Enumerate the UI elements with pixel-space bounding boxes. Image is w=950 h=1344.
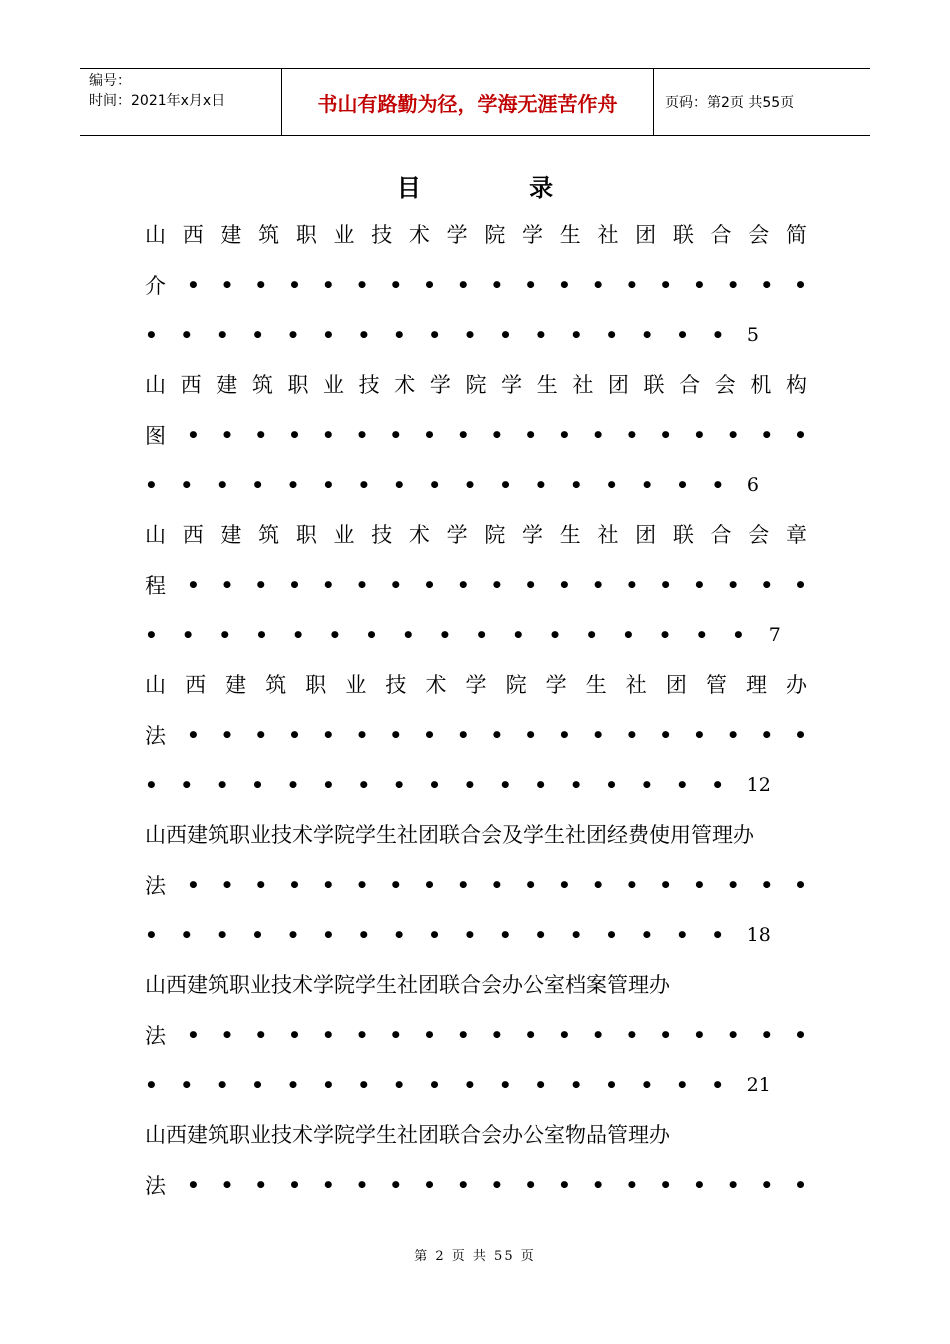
leader-dot: •: [428, 323, 442, 347]
toc-entry-page-number: 21: [746, 1074, 771, 1096]
toc-title: 目 录: [396, 174, 604, 202]
leader-dot: •: [180, 923, 194, 947]
leader-dot: •: [695, 623, 709, 647]
leader-dot: •: [186, 873, 200, 897]
header-page-info: 页码：第2页 共55页: [665, 95, 795, 111]
toc-entry-title: 山西建筑职业技术学院学生社团联合会办公室档案管理办: [145, 973, 670, 997]
leader-dot: •: [215, 323, 229, 347]
leader-dot: •: [534, 323, 548, 347]
toc-entry-title: 山西建筑职业技术学院学生社团联合会及学生社团经费使用管理办: [145, 823, 754, 847]
leader-dot: •: [640, 773, 654, 797]
leader-dot: •: [288, 873, 301, 897]
leader-dot: •: [794, 573, 807, 597]
leader-dot: •: [392, 323, 406, 347]
leader-dot: •: [215, 473, 229, 497]
leader-dot: •: [605, 773, 618, 797]
leader-dot: •: [186, 723, 200, 747]
toc-entry[interactable]: [145, 960, 807, 1110]
leader-dot: •: [760, 723, 774, 747]
toc-entry-title: 山 西 建 筑 职 业 技 术 学 院 学 生 社 团 联 合 会 简: [145, 223, 807, 247]
leader-dot: •: [145, 473, 158, 497]
leader-dot: •: [534, 773, 548, 797]
leader-dot: •: [732, 623, 745, 647]
toc-entry[interactable]: [145, 510, 807, 660]
leader-dot: •: [463, 323, 477, 347]
leader-dot: •: [625, 1023, 639, 1047]
leader-dot: •: [569, 773, 583, 797]
toc-entry-page-row: [145, 310, 759, 360]
toc-entry-title: 山西建筑职业技术学院学生社团联合会办公室物品管理办: [145, 1123, 670, 1147]
leader-dot: •: [711, 473, 725, 497]
leader-dot: •: [558, 1173, 571, 1197]
leader-dot: •: [726, 873, 740, 897]
leader-dot: •: [760, 273, 774, 297]
toc-entry[interactable]: [145, 810, 807, 960]
leader-dot: •: [286, 323, 300, 347]
leader-dot: •: [186, 273, 200, 297]
leader-dot: •: [145, 623, 158, 647]
leader-dot: •: [659, 1023, 673, 1047]
leader-dot: •: [288, 1173, 301, 1197]
leader-dot: •: [625, 723, 639, 747]
toc-entry-page-row: [145, 760, 771, 810]
leader-dot: •: [659, 873, 673, 897]
number-label: 编号：: [89, 73, 131, 89]
leader-dot: •: [548, 623, 562, 647]
header-motto: 书山有路勤为径，学海无涯苦作舟: [282, 69, 654, 135]
leader-dot: •: [321, 273, 335, 297]
leader-dot: •: [463, 923, 477, 947]
leader-dot: •: [794, 1173, 807, 1197]
leader-dot: •: [794, 723, 807, 747]
leader-dot: •: [423, 1023, 436, 1047]
leader-dot: •: [524, 873, 538, 897]
leader-dot: •: [180, 473, 194, 497]
leader-dot: •: [355, 423, 369, 447]
leader-dot: •: [286, 1073, 300, 1097]
toc-entry-leader: [145, 410, 807, 460]
toc-entry-page-row: [145, 610, 781, 660]
leader-dot: •: [490, 1173, 504, 1197]
leader-dot: •: [499, 323, 512, 347]
leader-dot: •: [321, 573, 335, 597]
leader-dot: •: [456, 273, 470, 297]
leader-dot: •: [254, 273, 268, 297]
leader-dot: •: [490, 273, 504, 297]
toc-entry-title-tail: 介: [145, 274, 166, 298]
leader-dot: •: [490, 723, 504, 747]
leader-dot: •: [524, 573, 538, 597]
toc-entry-page-number: 12: [746, 774, 771, 796]
leader-dot: •: [321, 1023, 335, 1047]
leader-dot: •: [423, 573, 436, 597]
toc-entry-title-tail: 法: [145, 874, 166, 898]
leader-dot: •: [490, 573, 504, 597]
toc-entry-title-tail: 程: [145, 574, 166, 598]
leader-dot: •: [186, 573, 200, 597]
leader-dot: •: [456, 1023, 470, 1047]
leader-dot: •: [558, 1023, 571, 1047]
leader-dot: •: [220, 873, 234, 897]
toc-entry-title-tail: 法: [145, 724, 166, 748]
leader-dot: •: [423, 1173, 436, 1197]
leader-dot: •: [357, 773, 371, 797]
toc-entry-page-row: [145, 460, 759, 510]
leader-dot: •: [186, 1173, 200, 1197]
leader-dot: •: [186, 423, 200, 447]
toc-entry-title: 山 西 建 筑 职 业 技 术 学 院 学 生 社 团 联 合 会 机 构: [145, 373, 807, 397]
leader-dot: •: [365, 623, 378, 647]
leader-dot: •: [794, 873, 807, 897]
leader-dot: •: [456, 873, 470, 897]
leader-dot: •: [760, 873, 774, 897]
leader-dot: •: [423, 873, 436, 897]
leader-dot: •: [692, 573, 706, 597]
leader-dot: •: [659, 723, 673, 747]
leader-dot: •: [463, 773, 477, 797]
leader-dot: •: [490, 873, 504, 897]
leader-dot: •: [585, 623, 599, 647]
leader-dot: •: [558, 873, 571, 897]
leader-dot: •: [456, 423, 470, 447]
leader-dot: •: [251, 923, 264, 947]
leader-dot: •: [456, 573, 470, 597]
leader-dot: •: [591, 723, 605, 747]
leader-dot: •: [251, 1073, 264, 1097]
leader-dot: •: [659, 423, 673, 447]
leader-dot: •: [659, 273, 673, 297]
leader-dot: •: [711, 773, 725, 797]
toc-entry[interactable]: [145, 360, 807, 510]
leader-dot: •: [288, 573, 301, 597]
leader-dot: •: [220, 573, 234, 597]
leader-dot: •: [428, 473, 442, 497]
toc-entry-page-number: 7: [768, 624, 781, 646]
leader-dot: •: [640, 323, 654, 347]
leader-dot: •: [291, 623, 305, 647]
leader-dot: •: [569, 323, 583, 347]
leader-dot: •: [463, 1073, 477, 1097]
leader-dot: •: [428, 773, 441, 797]
leader-dot: •: [591, 1023, 605, 1047]
leader-dot: •: [254, 1023, 268, 1047]
leader-dot: •: [524, 1173, 538, 1197]
leader-dot: •: [389, 1173, 403, 1197]
leader-dot: •: [524, 273, 538, 297]
leader-dot: •: [357, 473, 371, 497]
leader-dot: •: [180, 773, 194, 797]
leader-dot: •: [145, 1073, 158, 1097]
leader-dot: •: [591, 573, 605, 597]
leader-dot: •: [569, 923, 583, 947]
leader-dot: •: [321, 873, 335, 897]
leader-dot: •: [625, 573, 639, 597]
toc-entry-leader: [145, 710, 807, 760]
leader-dot: •: [675, 923, 689, 947]
toc-entry-leader: [145, 260, 807, 310]
leader-dot: •: [456, 723, 470, 747]
leader-dot: •: [605, 923, 618, 947]
leader-dot: •: [428, 1073, 441, 1097]
toc-entry-leader: [145, 860, 807, 910]
leader-dot: •: [286, 923, 300, 947]
leader-dot: •: [498, 923, 512, 947]
leader-dot: •: [760, 1023, 774, 1047]
leader-dot: •: [389, 573, 403, 597]
leader-dot: •: [355, 273, 369, 297]
leader-dot: •: [659, 1173, 673, 1197]
leader-dot: •: [254, 423, 268, 447]
leader-dot: •: [401, 623, 415, 647]
leader-dot: •: [355, 1023, 369, 1047]
leader-dot: •: [321, 723, 335, 747]
leader-dot: •: [640, 1073, 654, 1097]
leader-dot: •: [215, 773, 229, 797]
leader-dot: •: [760, 423, 774, 447]
leader-dot: •: [181, 623, 195, 647]
leader-dot: •: [711, 323, 725, 347]
leader-dot: •: [605, 323, 619, 347]
leader-dot: •: [254, 573, 268, 597]
header-meta: [80, 69, 282, 135]
leader-dot: •: [534, 473, 548, 497]
leader-dot: •: [640, 923, 654, 947]
leader-dot: •: [186, 1023, 200, 1047]
leader-dot: •: [357, 323, 371, 347]
leader-dot: •: [794, 273, 807, 297]
leader-dot: •: [145, 923, 158, 947]
leader-dot: •: [254, 723, 268, 747]
toc-entry[interactable]: [145, 210, 807, 360]
leader-dot: •: [288, 423, 301, 447]
leader-dot: •: [726, 423, 740, 447]
leader-dot: •: [389, 273, 403, 297]
leader-dot: •: [389, 1023, 403, 1047]
leader-dot: •: [328, 623, 342, 647]
leader-dot: •: [389, 873, 403, 897]
leader-dot: •: [423, 723, 436, 747]
leader-dot: •: [475, 623, 488, 647]
toc-entry-page-row: [145, 1060, 771, 1110]
leader-dot: •: [490, 423, 504, 447]
leader-dot: •: [726, 1173, 740, 1197]
leader-dot: •: [355, 873, 369, 897]
leader-dot: •: [675, 773, 689, 797]
leader-dot: •: [692, 873, 706, 897]
leader-dot: •: [389, 723, 403, 747]
leader-dot: •: [220, 423, 234, 447]
leader-dot: •: [286, 473, 300, 497]
toc-entry-title-tail: 法: [145, 1024, 166, 1048]
leader-dot: •: [499, 473, 512, 497]
leader-dot: •: [605, 1073, 618, 1097]
toc-entry-leader: [145, 1010, 807, 1060]
leader-dot: •: [692, 1173, 706, 1197]
leader-dot: •: [534, 1073, 548, 1097]
leader-dot: •: [321, 1073, 335, 1097]
leader-dot: •: [355, 723, 369, 747]
toc-entry-page-row: [145, 910, 771, 960]
leader-dot: •: [524, 1023, 538, 1047]
leader-dot: •: [322, 473, 335, 497]
leader-dot: •: [760, 573, 774, 597]
leader-dot: •: [605, 473, 619, 497]
leader-dot: •: [288, 1023, 301, 1047]
leader-dot: •: [591, 423, 605, 447]
leader-dot: •: [220, 1173, 234, 1197]
page-footer: 第 2 页 共 55 页: [414, 1249, 536, 1264]
leader-dot: •: [392, 773, 406, 797]
leader-dot: •: [558, 273, 571, 297]
leader-dot: •: [558, 723, 571, 747]
leader-dot: •: [180, 323, 194, 347]
leader-dot: •: [659, 573, 673, 597]
leader-dot: •: [389, 423, 403, 447]
leader-dot: •: [220, 273, 234, 297]
toc-entry-page-number: 18: [746, 924, 771, 946]
leader-dot: •: [625, 1173, 639, 1197]
leader-dot: •: [392, 923, 406, 947]
leader-dot: •: [215, 923, 229, 947]
leader-dot: •: [726, 1023, 740, 1047]
leader-dot: •: [423, 423, 436, 447]
leader-dot: •: [428, 923, 441, 947]
leader-dot: •: [558, 573, 571, 597]
leader-dot: •: [524, 723, 538, 747]
leader-dot: •: [711, 1073, 725, 1097]
leader-dot: •: [463, 473, 477, 497]
leader-dot: •: [355, 1173, 369, 1197]
leader-dot: •: [558, 423, 571, 447]
leader-dot: •: [423, 273, 436, 297]
leader-dot: •: [692, 1023, 706, 1047]
leader-dot: •: [658, 623, 672, 647]
leader-dot: •: [321, 1173, 335, 1197]
leader-dot: •: [321, 923, 335, 947]
leader-dot: •: [726, 573, 740, 597]
leader-dot: •: [625, 873, 639, 897]
leader-dot: •: [145, 323, 158, 347]
leader-dot: •: [534, 923, 548, 947]
leader-dot: •: [251, 773, 264, 797]
leader-dot: •: [640, 473, 654, 497]
toc-entry-page-number: 6: [746, 474, 759, 496]
leader-dot: •: [357, 923, 371, 947]
leader-dot: •: [591, 1173, 605, 1197]
leader-dot: •: [726, 723, 740, 747]
leader-dot: •: [438, 623, 452, 647]
toc-entry-title: 山 西 建 筑 职 业 技 术 学 院 学 生 社 团 联 合 会 章: [145, 523, 807, 547]
leader-dot: •: [625, 273, 639, 297]
leader-dot: •: [215, 1073, 229, 1097]
leader-dot: •: [392, 1073, 406, 1097]
toc-entry-title: 山 西 建 筑 职 业 技 术 学 院 学 生 社 团 管 理 办: [145, 673, 807, 697]
leader-dot: •: [711, 923, 725, 947]
toc-entry[interactable]: [145, 660, 807, 810]
leader-dot: •: [569, 1073, 583, 1097]
leader-dot: •: [180, 1073, 194, 1097]
leader-dot: •: [145, 773, 158, 797]
leader-dot: •: [254, 873, 268, 897]
toc-entry-leader: [145, 560, 807, 610]
leader-dot: •: [321, 773, 335, 797]
leader-dot: •: [255, 623, 268, 647]
leader-dot: •: [456, 1173, 470, 1197]
leader-dot: •: [498, 773, 512, 797]
leader-dot: •: [251, 473, 265, 497]
leader-dot: •: [676, 323, 689, 347]
leader-dot: •: [591, 273, 605, 297]
leader-dot: •: [524, 423, 538, 447]
leader-dot: •: [254, 1173, 268, 1197]
leader-dot: •: [286, 773, 300, 797]
leader-dot: •: [591, 873, 605, 897]
toc-entry[interactable]: [145, 1110, 807, 1210]
toc-entry-page-number: 5: [746, 324, 759, 346]
toc-entry-title-tail: 法: [145, 1174, 166, 1198]
leader-dot: •: [220, 723, 234, 747]
leader-dot: •: [357, 1073, 371, 1097]
leader-dot: •: [498, 1073, 512, 1097]
leader-dot: •: [321, 423, 335, 447]
leader-dot: •: [511, 623, 525, 647]
leader-dot: •: [490, 1023, 504, 1047]
leader-dot: •: [288, 723, 301, 747]
leader-dot: •: [322, 323, 335, 347]
leader-dot: •: [621, 623, 635, 647]
leader-dot: •: [355, 573, 369, 597]
leader-dot: •: [692, 723, 706, 747]
leader-dot: •: [569, 473, 583, 497]
toc-entry-title-tail: 图: [145, 424, 166, 448]
leader-dot: •: [220, 1023, 234, 1047]
leader-dot: •: [692, 423, 706, 447]
leader-dot: •: [794, 423, 807, 447]
leader-dot: •: [676, 473, 689, 497]
leader-dot: •: [794, 1023, 807, 1047]
leader-dot: •: [675, 1073, 689, 1097]
leader-dot: •: [392, 473, 406, 497]
leader-dot: •: [692, 273, 706, 297]
leader-dot: •: [625, 423, 639, 447]
page-header: [80, 68, 870, 136]
leader-dot: •: [218, 623, 232, 647]
toc-entry-leader: [145, 1160, 807, 1210]
leader-dot: •: [251, 323, 265, 347]
leader-dot: •: [760, 1173, 774, 1197]
leader-dot: •: [726, 273, 740, 297]
table-of-contents: [145, 210, 807, 1210]
leader-dot: •: [288, 273, 301, 297]
time-label: 时间：2021年x月x日: [89, 93, 226, 109]
